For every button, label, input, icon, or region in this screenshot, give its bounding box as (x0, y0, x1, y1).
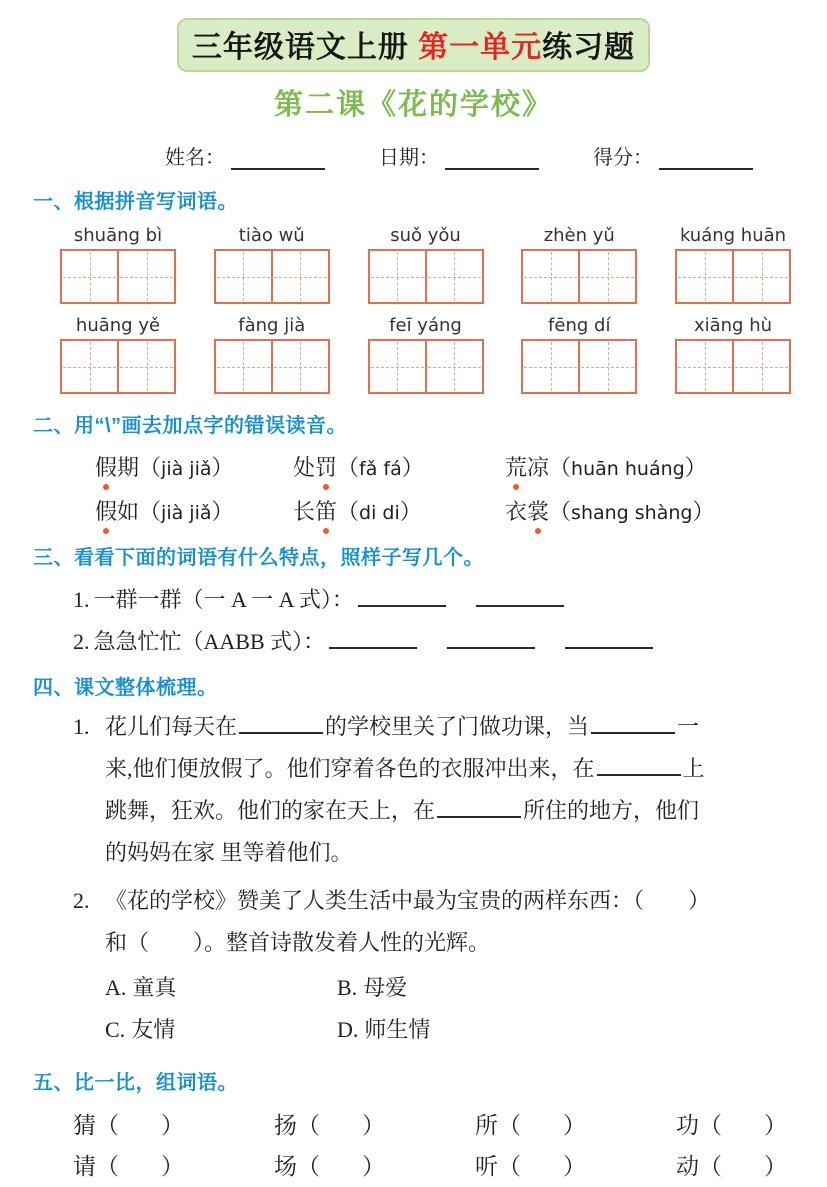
dotted-char: 笛 (315, 495, 337, 526)
dotted-word (293, 455, 337, 480)
paren-open: （ (96, 1113, 119, 1138)
cloze-line (105, 748, 827, 790)
meta-blank-line[interactable] (659, 164, 753, 170)
choice-text: 友情 (131, 1017, 176, 1042)
answer-blank[interactable] (239, 728, 323, 734)
writing-cell[interactable] (425, 341, 482, 392)
word-char: 处 (293, 455, 316, 480)
compare-item (73, 1107, 184, 1140)
answer-blank[interactable] (437, 812, 521, 818)
cloze-item (73, 880, 827, 1051)
pinyin-label: suǒ yǒu (390, 225, 461, 246)
paren-open: （ (498, 1113, 521, 1138)
dictation-item (293, 495, 505, 526)
cloze-text: 跳舞，狂欢。他们的家在天上，在 (105, 798, 436, 823)
paren-close: ） (362, 1113, 385, 1138)
base-char: 猜 (73, 1113, 96, 1138)
writing-cell[interactable] (425, 251, 482, 302)
dictation-item (293, 451, 505, 482)
cloze-text: 所住的地方，他们 (523, 798, 700, 823)
pinyin-label: zhèn yǔ (543, 225, 615, 246)
dictation-item (505, 451, 827, 482)
writing-cell[interactable] (216, 341, 271, 392)
dotted-word (505, 499, 549, 524)
paren-close: ） (563, 1113, 586, 1138)
dictation-row (95, 495, 827, 526)
writing-cell[interactable] (271, 251, 328, 302)
writing-grid-box (214, 339, 330, 394)
pronunciation-options[interactable]: fǎ fá (359, 458, 402, 480)
pinyin-label: huāng yě (75, 315, 161, 336)
choice-text: 童真 (132, 975, 177, 1000)
word-char: 凉 (527, 455, 550, 480)
pinyin-label: feī yáng (389, 315, 462, 336)
writing-grid-box (521, 339, 637, 394)
dotted-word (95, 499, 139, 524)
section-three-heading: 三、看看下面的词语有什么特点，照样子写几个。 (33, 547, 484, 569)
writing-cell[interactable] (62, 251, 117, 302)
pinyin-label: xiāng hù (693, 315, 773, 336)
writing-cell[interactable] (677, 341, 732, 392)
cloze-lines (105, 706, 827, 874)
dotted-char: 假 (95, 451, 117, 482)
writing-cell[interactable] (523, 251, 578, 302)
pronunciation-options[interactable]: huān huáng (571, 458, 685, 480)
compare-item (475, 1148, 586, 1181)
pinyin-word-group (675, 314, 791, 394)
compare-item (274, 1107, 385, 1140)
pinyin-label: fàng jià (238, 315, 306, 336)
word-char: 期 (117, 455, 140, 480)
meta-field (593, 141, 753, 170)
meta-row (165, 141, 827, 170)
compare-row (73, 1107, 787, 1140)
dotted-word (95, 455, 139, 480)
dictation-item (95, 451, 293, 482)
answer-blank[interactable] (565, 643, 653, 649)
pinyin-word-group (60, 314, 176, 394)
dictation-row (95, 451, 827, 482)
cloze-line (105, 922, 827, 964)
writing-cell[interactable] (370, 341, 425, 392)
choice-options (105, 967, 575, 1051)
cloze-text: 上 (682, 756, 705, 781)
paren-open: （ (337, 499, 360, 524)
title-unit-highlight: 第一单元 (418, 31, 543, 64)
writing-cell[interactable] (117, 251, 174, 302)
base-char: 场 (274, 1154, 297, 1179)
lesson-subtitle: 第二课《花的学校》 (273, 89, 553, 121)
pronunciation-options[interactable]: jià jiǎ (161, 502, 212, 524)
paren-open: （ (699, 1113, 722, 1138)
meta-label: 姓名： (165, 147, 225, 169)
choice-option[interactable] (337, 1009, 575, 1051)
compare-item (676, 1107, 787, 1140)
writing-cell[interactable] (732, 251, 789, 302)
pinyin-row (60, 314, 791, 394)
compare-item (475, 1107, 586, 1140)
writing-cell[interactable] (578, 251, 635, 302)
writing-grid-box (675, 249, 791, 304)
answer-blank[interactable] (358, 601, 446, 607)
pinyin-word-group (521, 224, 637, 304)
writing-cell[interactable] (271, 341, 328, 392)
paren-close: ） (161, 1113, 184, 1138)
dotted-char: 假 (95, 495, 117, 526)
section-two-heading: 二、用“\”画去加点字的错误读音。 (33, 415, 348, 437)
item-number: 1. (73, 714, 90, 739)
compare-words-area (0, 1107, 827, 1181)
pinyin-word-group (675, 224, 791, 304)
paren-open: （ (337, 455, 360, 480)
paren-close: ） (211, 499, 234, 524)
pattern-item (73, 625, 827, 656)
writing-cell[interactable] (216, 251, 271, 302)
dictation-item (95, 495, 293, 526)
answer-blank[interactable] (591, 728, 675, 734)
pinyin-word-group (368, 314, 484, 394)
word-pattern-area (0, 583, 827, 656)
paren-open: （ (549, 455, 572, 480)
dotted-word (293, 499, 337, 524)
paren-open: （ (96, 1154, 119, 1179)
base-char: 扬 (274, 1113, 297, 1138)
writing-grid-box (368, 249, 484, 304)
writing-cell[interactable] (117, 341, 174, 392)
meta-label: 日期： (379, 147, 439, 169)
base-char: 所 (475, 1113, 498, 1138)
pinyin-grid-area (0, 224, 827, 394)
writing-grid-box (675, 339, 791, 394)
pronunciation-options[interactable]: shang shàng (571, 502, 693, 524)
pronunciation-options[interactable]: jià jiǎ (161, 458, 212, 480)
cloze-item (73, 706, 827, 874)
section-four-heading: 四、课文整体梳理。 (33, 677, 218, 699)
meta-field (165, 141, 325, 170)
paren-open: （ (297, 1113, 320, 1138)
paren-open: （ (139, 499, 162, 524)
item-number: 2. (73, 629, 90, 654)
paren-open: （ (498, 1154, 521, 1179)
writing-grid-box (60, 339, 176, 394)
writing-cell[interactable] (578, 341, 635, 392)
writing-cell[interactable] (732, 341, 789, 392)
cloze-text: 的妈妈在家 里等着他们。 (105, 840, 353, 865)
pronunciation-options[interactable]: di di (359, 502, 400, 524)
cloze-line (105, 880, 827, 922)
worksheet-title-banner (177, 18, 650, 72)
cloze-lines (105, 880, 827, 1051)
pattern-item (73, 583, 827, 614)
cloze-area (0, 706, 827, 1051)
meta-blank-line[interactable] (231, 164, 325, 170)
paren-close: ） (692, 499, 715, 524)
paren-open: （ (699, 1154, 722, 1179)
cloze-text: 和（ ）。整首诗散发着人性的光辉。 (105, 930, 491, 955)
paren-open: （ (297, 1154, 320, 1179)
item-number: 1. (73, 587, 90, 612)
choice-option[interactable] (337, 967, 575, 1009)
paren-close: ） (211, 455, 234, 480)
wrong-reading-area (0, 451, 827, 526)
compare-item (676, 1148, 787, 1181)
choice-label: D. (337, 1017, 359, 1042)
writing-grid-box (368, 339, 484, 394)
base-char: 动 (676, 1154, 699, 1179)
paren-close: ） (401, 455, 424, 480)
writing-grid-box (521, 249, 637, 304)
pinyin-label: tiào wǔ (238, 225, 305, 246)
pinyin-row (60, 224, 791, 304)
pattern-prompt: 急急忙忙（AABB 式）： (93, 629, 326, 654)
pinyin-label: kuáng huān (679, 225, 787, 246)
cloze-line (105, 706, 827, 748)
dictation-item (505, 495, 827, 526)
compare-row (73, 1148, 787, 1181)
pinyin-word-group (60, 224, 176, 304)
pattern-prompt: 一群一群（一 A 一 A 式）： (93, 587, 354, 612)
paren-close: ） (764, 1113, 787, 1138)
paren-close: ） (399, 499, 422, 524)
cloze-text: 一 (677, 714, 700, 739)
section-one-heading: 一、根据拼音写词语。 (33, 191, 238, 213)
answer-blank[interactable] (447, 643, 535, 649)
answer-blank[interactable] (329, 643, 417, 649)
choice-option[interactable] (105, 1009, 337, 1051)
choice-label: B. (337, 975, 358, 1000)
choice-label: A. (105, 975, 127, 1000)
meta-label: 得分： (593, 147, 653, 169)
cloze-line (105, 832, 827, 874)
word-char: 衣 (505, 499, 528, 524)
dotted-char: 罚 (315, 451, 337, 482)
paren-close: ） (684, 455, 707, 480)
base-char: 请 (73, 1154, 96, 1179)
cloze-text: 来,他们便放假了。他们穿着各色的衣服冲出来，在 (105, 756, 595, 781)
writing-cell[interactable] (62, 341, 117, 392)
dotted-char: 荒 (505, 451, 527, 482)
choice-text: 师生情 (364, 1017, 431, 1042)
word-char: 如 (117, 499, 140, 524)
item-number: 2. (73, 888, 90, 913)
writing-cell[interactable] (523, 341, 578, 392)
paren-close: ） (362, 1154, 385, 1179)
compare-item (73, 1148, 184, 1181)
writing-cell[interactable] (370, 251, 425, 302)
writing-grid-box (214, 249, 330, 304)
pinyin-word-group (214, 224, 330, 304)
meta-blank-line[interactable] (445, 164, 539, 170)
word-char: 长 (293, 499, 316, 524)
title-prefix: 三年级语文上册 (191, 31, 419, 64)
cloze-text: 的学校里关了门做功课，当 (325, 714, 590, 739)
pinyin-word-group (521, 314, 637, 394)
choice-option[interactable] (105, 967, 337, 1009)
paren-close: ） (764, 1154, 787, 1179)
base-char: 功 (676, 1113, 699, 1138)
pinyin-label: shuāng bì (73, 225, 163, 246)
paren-close: ） (563, 1154, 586, 1179)
choice-text: 母爱 (363, 975, 408, 1000)
dotted-word (505, 455, 549, 480)
answer-blank[interactable] (476, 601, 564, 607)
dotted-char: 裳 (527, 495, 549, 526)
writing-grid-box (60, 249, 176, 304)
paren-open: （ (549, 499, 572, 524)
pinyin-word-group (368, 224, 484, 304)
paren-close: ） (161, 1154, 184, 1179)
pinyin-label: fēng dí (548, 315, 611, 336)
cloze-text: 花儿们每天在 (105, 714, 238, 739)
paren-open: （ (139, 455, 162, 480)
pinyin-word-group (214, 314, 330, 394)
base-char: 听 (475, 1154, 498, 1179)
title-suffix: 练习题 (542, 31, 636, 64)
writing-cell[interactable] (677, 251, 732, 302)
answer-blank[interactable] (597, 770, 681, 776)
choice-label: C. (105, 1017, 126, 1042)
cloze-line (105, 790, 827, 832)
meta-field (379, 141, 539, 170)
cloze-text: 《花的学校》赞美了人类生活中最为宝贵的两样东西：（ ） (105, 888, 711, 913)
section-five-heading: 五、比一比，组词语。 (33, 1072, 238, 1094)
compare-item (274, 1148, 385, 1181)
